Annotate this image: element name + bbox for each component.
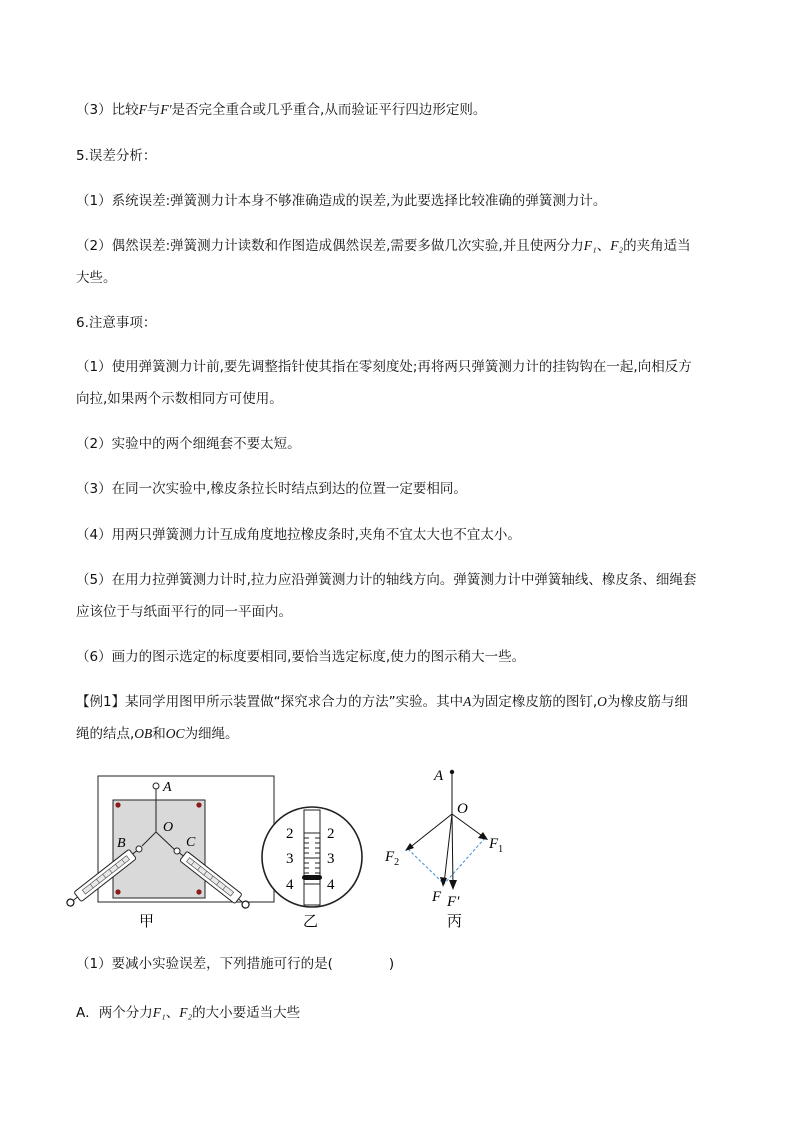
text-run: 与: [146, 102, 161, 118]
paragraph: （1）使用弹簧测力计前,要先调整指针使其指在零刻度处;再将两只弹簧测力计的挂钩钩在一起,向相反方: [76, 359, 692, 375]
caption-jia: 甲: [139, 912, 155, 930]
text-run: 【例1】某同学用图甲所示装置做“探究求合力的方法”实验。其中: [76, 694, 464, 710]
question-close: ): [388, 956, 395, 972]
force-f2-arrow: [408, 814, 452, 849]
force-f1-arrow: [452, 814, 485, 838]
paragraph: （1）系统误差:弹簧测力计本身不够准确造成的误差,为此要选择比较准确的弹簧测力计。: [76, 193, 607, 209]
caption-bing: 丙: [447, 912, 463, 930]
label-o: O: [163, 820, 174, 835]
bing-label-f: F: [432, 889, 442, 905]
paragraph: （2）实验中的两个细绳套不要太短。: [76, 436, 301, 452]
figure-jia: [64, 776, 274, 930]
thumbtack: [196, 802, 201, 807]
force-symbol: F₂: [610, 238, 624, 253]
question-text: （1）要减小实验误差，下列措施可行的是(: [76, 956, 333, 972]
paragraph: 大些。: [76, 270, 117, 286]
section-heading: 6.注意事项：: [76, 315, 157, 331]
thumbtack: [196, 889, 201, 894]
force-symbol: F₁: [152, 1005, 166, 1020]
text-run: （2）偶然误差:弹簧测力计读数和作图造成偶然误差,需要多做几次实验,并且使两分力: [76, 238, 584, 254]
bing-label-a: A: [434, 768, 444, 784]
scale-label: 4: [286, 877, 294, 893]
text-run: 为固定橡皮筋的图钉,: [471, 694, 598, 710]
bing-label-f2: $F_2$: [385, 849, 400, 868]
text-run: 和: [152, 726, 166, 742]
figure-yi: [262, 807, 362, 930]
paragraph: （3）在同一次实验中,橡皮条拉长时结点到达的位置一定要相同。: [76, 481, 467, 497]
label-b: B: [117, 836, 126, 851]
text-run: A．两个分力: [76, 1005, 153, 1021]
bing-label-f1: $F_1$: [489, 836, 504, 855]
scale-label: 3: [286, 851, 294, 867]
experiment-figure: [0, 760, 794, 940]
force-fprime-arrow: [452, 814, 453, 887]
paragraph: （6）画力的图示选定的标度要相同,要恰当选定标度,使力的图示稍大一些。: [76, 649, 526, 665]
text-run: 、: [596, 238, 611, 254]
dashed-line: [444, 838, 485, 884]
force-symbol: F₁: [583, 238, 597, 253]
thumbtack: [115, 889, 120, 894]
text-run: 绳的结点,: [76, 726, 135, 742]
rope-symbol: OC: [165, 726, 185, 741]
paragraph: 向拉,如果两个示数相同方可使用。: [76, 391, 283, 407]
text-line: [76, 100, 486, 120]
text-line: [76, 724, 239, 744]
text-run: 为橡皮筋与细: [606, 694, 688, 710]
arrowhead: [449, 880, 457, 890]
question-line: [76, 954, 394, 974]
text-line: [76, 692, 688, 712]
arrowhead: [478, 832, 488, 840]
bing-label-o: O: [457, 801, 468, 817]
force-f-arrow: [444, 814, 452, 884]
force-symbol: F′: [160, 102, 172, 117]
thumbtack: [115, 802, 120, 807]
text-run: 、: [165, 1005, 180, 1021]
scale-label: 3: [327, 851, 335, 867]
paragraph: （5）在用力拉弹簧测力计时,拉力应沿弹簧测力计的轴线方向。弹簧测力计中弹簧轴线、橡皮条、细绳套: [76, 572, 697, 588]
section-heading: 5.误差分析：: [76, 148, 157, 164]
bing-label-fprime: F′: [447, 894, 460, 910]
text-run: 为细绳。: [184, 726, 239, 742]
pin-a: [153, 783, 159, 789]
scale-label: 2: [327, 826, 335, 842]
force-symbol: F: [138, 102, 147, 117]
point-symbol: O: [597, 694, 607, 709]
caption-yi: 乙: [303, 912, 319, 930]
point-symbol: A: [463, 694, 472, 709]
scale-label: 2: [286, 826, 294, 842]
force-symbol: F₂: [179, 1005, 193, 1020]
label-a: A: [163, 780, 172, 795]
option-a: [76, 1003, 300, 1023]
figure-bing: [384, 768, 503, 930]
rope-symbol: OB: [134, 726, 153, 741]
pointer: [302, 875, 322, 880]
text-run: 的夹角适当: [623, 238, 691, 254]
paragraph: 应该位于与纸面平行的同一平面内。: [76, 604, 292, 620]
text-run: （3）比较: [76, 102, 139, 118]
text-run: 的大小要适当大些: [192, 1005, 301, 1021]
label-c: C: [186, 835, 196, 850]
paragraph: （4）用两只弹簧测力计互成角度地拉橡皮条时,夹角不宜太大也不宜太小。: [76, 527, 521, 543]
text-line: [76, 236, 691, 256]
dashed-line: [408, 849, 444, 884]
arrowhead: [440, 877, 447, 887]
scale-label: 4: [327, 877, 335, 893]
text-run: 是否完全重合或几乎重合,从而验证平行四边形定则。: [171, 102, 487, 118]
